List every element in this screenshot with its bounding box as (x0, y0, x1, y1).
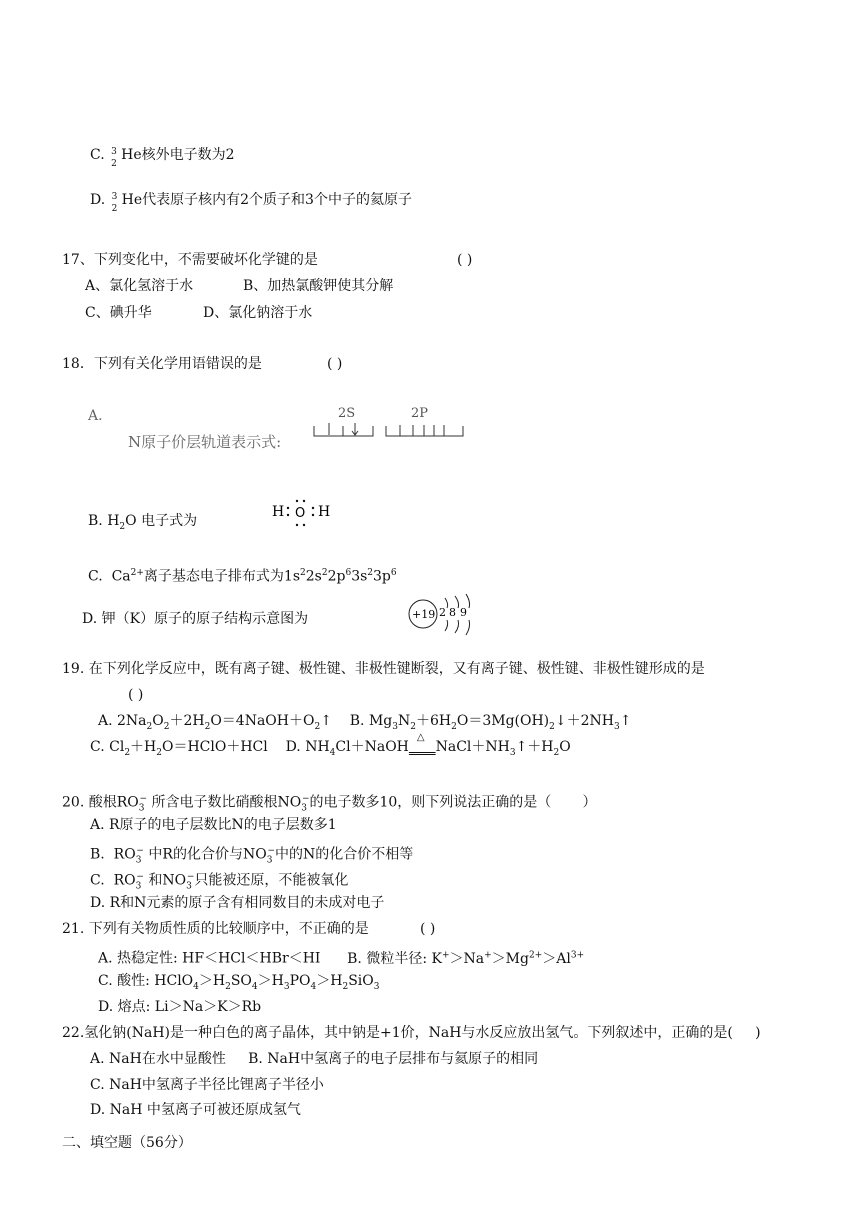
q20-c-prefix: C. (90, 872, 105, 889)
q20-stem-part4: ） (582, 794, 597, 811)
q16-d-prefix: D. (90, 192, 110, 208)
q21-option-a: A. 热稳定性: HF＜HCl＜HBr＜HI (98, 950, 321, 967)
q16-d-proton-number: 2 (111, 204, 118, 214)
q21-b-text: B. 微粒半径: K (347, 950, 442, 967)
q20-b-end: 中的N的化合价不相等 (274, 846, 414, 863)
orbital-2p-label: 2P (411, 406, 429, 421)
q16-c-nuclide (109, 146, 120, 169)
q19-option-c: C. $Cl_2+H_2O=HClO+HCl$ (90, 739, 268, 758)
q18-option-a-text: N原子价层轨道表示式: (128, 433, 282, 451)
q18-option-b: B. $H_2O$ 电子式为 (88, 513, 198, 532)
q16-d-mass-number: 3 (111, 192, 118, 202)
q20-option-d: D. R和N元素的原子含有相同数目的未成对电子 (90, 895, 385, 911)
q17-answer-blank: ( ) (457, 252, 473, 268)
q21-option-b: B. 微粒半径: $K^+>Na^+>Mg^{2+}>Al^{3+}$ (347, 950, 585, 967)
q20-c-ro3: RO (113, 872, 136, 889)
q21-options-row1 (98, 946, 584, 968)
q20-c-end: 只能被还原，不能被氧化 (194, 872, 349, 889)
q22-option-b: B. NaH中氢离子的电子层排布与氦原子的相同 (248, 1051, 539, 1067)
q17-stem: 17、下列变化中，不需要破坏化学键的是 (62, 252, 318, 268)
section-2-heading: 二、填空题（56分） (62, 1135, 192, 1151)
h-left: H (272, 504, 285, 520)
q18-option-d: D. 钾（K）原子的原子结构示意图为 (82, 611, 309, 627)
q18-answer-blank: ( ) (327, 356, 343, 372)
q19-option-b: B. $Mg_3N_2+6H_2O=3Mg(OH)_2↓+2NH_3↑$ (349, 713, 632, 732)
q20-b-prefix: B. (90, 846, 105, 863)
q16-c-text: He核外电子数为2 (121, 147, 235, 163)
q16-d-nuclide (110, 191, 121, 214)
n-orbital-diagram (305, 402, 475, 448)
q18-option-c: C. $Ca^{2+}$离子基态电子排布式为$1s^22s^22p^63s^23p^6$ (88, 568, 397, 585)
q20-b-ro3: RO (113, 846, 136, 863)
q19-options-row1 (98, 712, 631, 736)
q20-option-c: C. $RO_3^-$ 和$NO_3^-$只能被还原，不能被氧化 (90, 872, 349, 892)
orbital-2s-label: 2S (338, 406, 356, 421)
q17-option-a: A、氯化氢溶于水 (85, 278, 194, 294)
q20-c-mid: 和NO (148, 872, 187, 889)
q18-c-ion: Ca (111, 568, 131, 585)
q19-answer-blank: ( ) (128, 687, 144, 703)
q22-option-c: C. NaH中氢离子半径比锂离子半径小 (90, 1077, 324, 1093)
potassium-atom-structure-diagram (405, 592, 485, 636)
q16-c-prefix: C. (90, 147, 110, 163)
q17-option-b: B、加热氯酸钾使其分解 (243, 278, 394, 294)
q18-c-text: 离子基态电子排布式为1s (143, 568, 301, 585)
h-right: H (318, 504, 331, 520)
orbital-2s-box (314, 423, 373, 436)
shell-3-electrons: 9 (460, 606, 467, 619)
q22-stem-text: 22.氢化钠(NaH)是一种白色的离子晶体，其中钠是+1价，NaH与水反应放出氢气。下列叙述中，正确的是( (62, 1025, 733, 1041)
q22-option-a: A. NaH在水中显酸性 (90, 1051, 226, 1067)
q20-option-a: A. R原子的电子层数比N的电子层数多1 (90, 817, 337, 833)
q21-option-d: D. 熔点: Li＞Na＞K＞Rb (98, 999, 262, 1015)
q18-b-text2: O 电子式为 (125, 513, 198, 529)
q19-option-a: A. $2Na_2O_2+2H_2O=4NaOH+O_2↑$ (98, 713, 332, 732)
q16-option-c (90, 146, 235, 169)
q21-stem: 21. 下列有关物质性质的比较顺序中，不正确的是 (62, 921, 369, 937)
q22-stem-end: ) (755, 1025, 761, 1041)
q20-stem-part1: 20. 酸根RO (62, 794, 139, 811)
shell-1-electrons: 2 (439, 606, 446, 619)
q19-options-row2 (90, 732, 571, 762)
heat-condition-symbol: △ (416, 732, 425, 743)
q18-option-a-label: A. (88, 408, 103, 424)
o-center: O (295, 506, 306, 521)
shell-2-electrons: 8 (449, 606, 456, 619)
q16-c-proton-number: 2 (111, 159, 117, 169)
q20-stem: 20. 酸根$RO_3^-$ 所含电子数比硝酸根$NO_3^-$的电子数多10，则下列说法正确的是（ ） (62, 794, 597, 814)
q16-c-mass-number: 3 (111, 147, 117, 157)
q20-option-b: B. $RO_3^-$ 中R的化合价与$NO_3^-$中的N的化合价不相等 (90, 846, 414, 866)
q22-option-d: D. NaH 中氢离子可被还原成氢气 (90, 1102, 301, 1118)
q22-stem (62, 1024, 761, 1042)
q19-stem: 19. 在下列化学反应中，既有离子键、极性键、非极性键断裂，又有离子键、极性键、非极性键形成的是 (62, 661, 705, 677)
q20-b-mid: 中R的化合价与NO (148, 846, 267, 863)
q20-stem-part3: 的电子数多10，则下列说法正确的是（ (309, 794, 552, 811)
q18-b-text: B. H (88, 513, 120, 529)
h2o-electron-dot-formula (268, 494, 338, 530)
q17-option-c: C、碘升华 (85, 305, 152, 321)
q21-option-c: C. 酸性: $HClO_4>H_2SO_4>H_3PO_4>H_2SiO_3$ (98, 973, 380, 992)
q16-option-d (90, 191, 412, 214)
q19-option-d: D. $NH_4Cl+NaOH$ △ $NaCl+NH_3↑+H_2O$ (286, 739, 571, 755)
orbital-2p-box (386, 425, 463, 436)
q18-stem: 18．下列有关化学用语错误的是 (62, 356, 262, 372)
q16-d-text: He代表原子核内有2个质子和3个中子的氦原子 (121, 192, 412, 208)
q17-option-d: D、氯化钠溶于水 (203, 305, 313, 321)
q18-c-prefix: C. (88, 568, 103, 585)
nucleus-charge: +19 (412, 608, 436, 621)
q22-options-row1 (90, 1050, 538, 1068)
q20-stem-part2: 所含电子数比硝酸根NO (151, 794, 302, 811)
q21-answer-blank: ( ) (420, 921, 436, 937)
